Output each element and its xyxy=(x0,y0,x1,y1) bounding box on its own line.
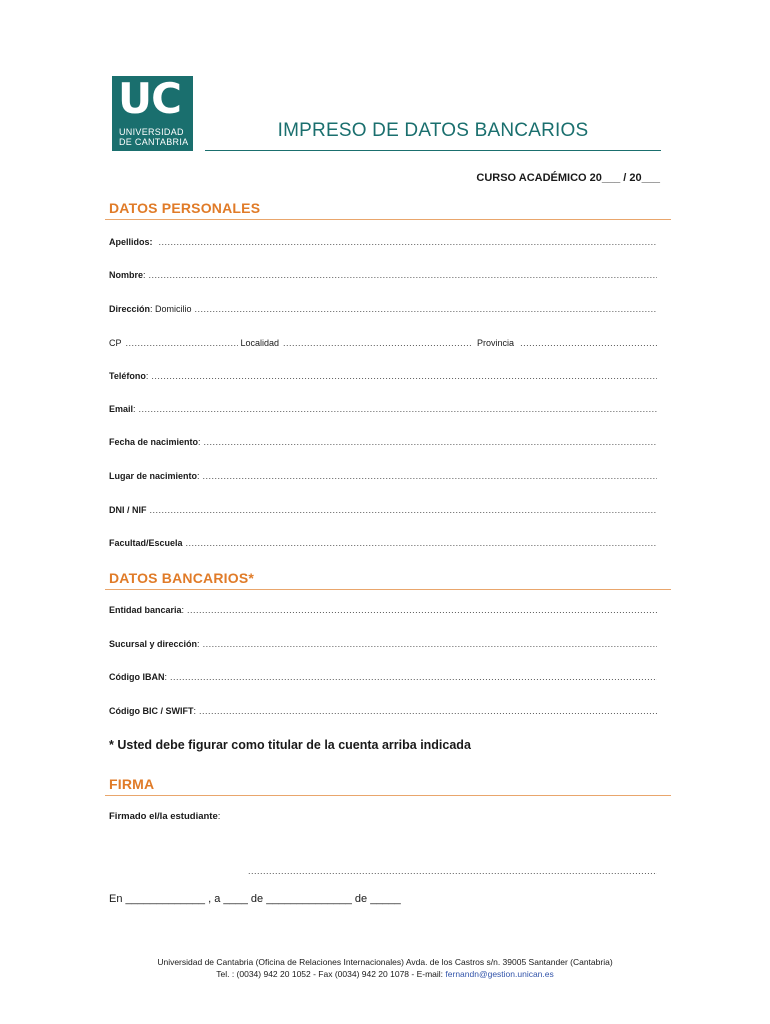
field-label: Teléfono xyxy=(109,371,146,381)
title-underline xyxy=(205,150,661,151)
fill-line xyxy=(150,505,658,515)
firmado-label xyxy=(109,811,220,822)
fill-line xyxy=(203,639,657,649)
field-suffix: : xyxy=(181,605,185,615)
cp-fill-line xyxy=(126,338,238,348)
section-divider xyxy=(105,589,671,590)
footer-email-link[interactable]: fernandn@gestion.unican.es xyxy=(445,969,554,979)
fill-line xyxy=(204,437,657,447)
field-entidad-bancaria[interactable] xyxy=(109,605,657,615)
logo-line-1: UNIVERSIDAD xyxy=(119,127,184,137)
footer-phone-fax: Tel. : (0034) 942 20 1052 - Fax (0034) 942 20 1078 - E-mail: xyxy=(216,969,446,979)
field-suffix: : xyxy=(143,270,146,280)
cp-label: CP xyxy=(109,338,122,348)
field-label: Lugar de nacimiento xyxy=(109,471,198,481)
field-label: Nombre xyxy=(109,270,144,280)
field-fecha-nacimiento[interactable] xyxy=(109,437,657,447)
field-suffix: : xyxy=(133,404,136,414)
fill-line xyxy=(195,304,657,314)
footer-contact xyxy=(0,969,770,979)
section-datos-bancarios xyxy=(109,570,670,586)
field-suffix: : xyxy=(198,437,201,447)
provincia-fill-line xyxy=(520,338,657,348)
footer-address: Universidad de Cantabria (Oficina de Relaciones Internacionales) Avda. de los Castros s/n. 39005 Santander (Cantabria) xyxy=(157,957,613,967)
fill-line xyxy=(170,672,657,682)
fill-line xyxy=(187,605,657,615)
field-direccion[interactable] xyxy=(109,304,657,314)
field-suffix: : Domicilio xyxy=(150,304,192,314)
field-suffix: : xyxy=(197,471,200,481)
field-suffix: : xyxy=(197,639,200,649)
section-heading: DATOS BANCARIOS* xyxy=(109,570,255,586)
field-email[interactable] xyxy=(109,404,657,414)
fill-line xyxy=(149,270,657,280)
firmado-suffix: : xyxy=(217,811,221,822)
field-label: Entidad bancaria xyxy=(109,605,182,615)
section-datos-personales xyxy=(109,200,670,216)
firmado-text: Firmado el/la estudiante xyxy=(109,811,218,822)
field-label: Dirección xyxy=(109,304,151,314)
fill-line xyxy=(159,237,657,247)
field-label: Fecha de nacimiento xyxy=(109,437,199,447)
localidad-label: Localidad xyxy=(240,338,280,348)
field-label: DNI / NIF xyxy=(109,505,147,515)
field-label: Código BIC / SWIFT xyxy=(109,706,194,716)
field-lugar-nacimiento[interactable] xyxy=(109,471,657,481)
field-label: Sucursal y dirección xyxy=(109,639,198,649)
fill-line xyxy=(186,538,657,548)
logo-line-2: DE CANTABRIA xyxy=(119,137,189,147)
field-suffix: : xyxy=(193,706,197,716)
field-nombre[interactable] xyxy=(109,270,657,280)
university-logo xyxy=(112,76,193,151)
place-date-line[interactable]: En _____________ , a ____ de ______________ de _____ xyxy=(109,893,401,905)
field-apellidos[interactable] xyxy=(109,237,657,247)
field-telefono[interactable] xyxy=(109,371,657,381)
titular-note: * Usted debe figurar como titular de la cuenta arriba indicada xyxy=(109,738,471,752)
field-cp-localidad-provincia[interactable] xyxy=(109,338,657,348)
field-suffix: : xyxy=(145,371,149,381)
section-heading: DATOS PERSONALES xyxy=(109,200,261,216)
document-title: IMPRESO DE DATOS BANCARIOS xyxy=(277,120,589,141)
field-sucursal-direccion[interactable] xyxy=(109,639,657,649)
section-heading: FIRMA xyxy=(109,776,155,792)
field-codigo-iban[interactable] xyxy=(109,672,657,682)
section-firma xyxy=(109,776,670,792)
localidad-fill-line xyxy=(283,338,471,348)
fill-line xyxy=(199,706,657,716)
field-label: Email xyxy=(109,404,134,414)
section-divider xyxy=(105,219,671,220)
field-label: Código IBAN xyxy=(109,672,165,682)
field-facultad-escuela[interactable] xyxy=(109,538,657,548)
field-label: Apellidos: xyxy=(109,237,153,247)
fill-line xyxy=(203,471,657,481)
signature-line[interactable] xyxy=(248,866,657,876)
fill-line xyxy=(139,404,657,414)
provincia-label: Provincia xyxy=(477,338,515,348)
field-dni-nif[interactable] xyxy=(109,505,657,515)
academic-year: CURSO ACADÉMICO 20___ / 20___ xyxy=(476,172,660,184)
field-codigo-bic-swift[interactable] xyxy=(109,706,657,716)
field-suffix: : xyxy=(164,672,168,682)
fill-line xyxy=(151,371,657,381)
field-label: Facultad/Escuela xyxy=(109,538,183,548)
section-divider xyxy=(105,795,671,796)
logo-mark: UC xyxy=(118,74,181,123)
